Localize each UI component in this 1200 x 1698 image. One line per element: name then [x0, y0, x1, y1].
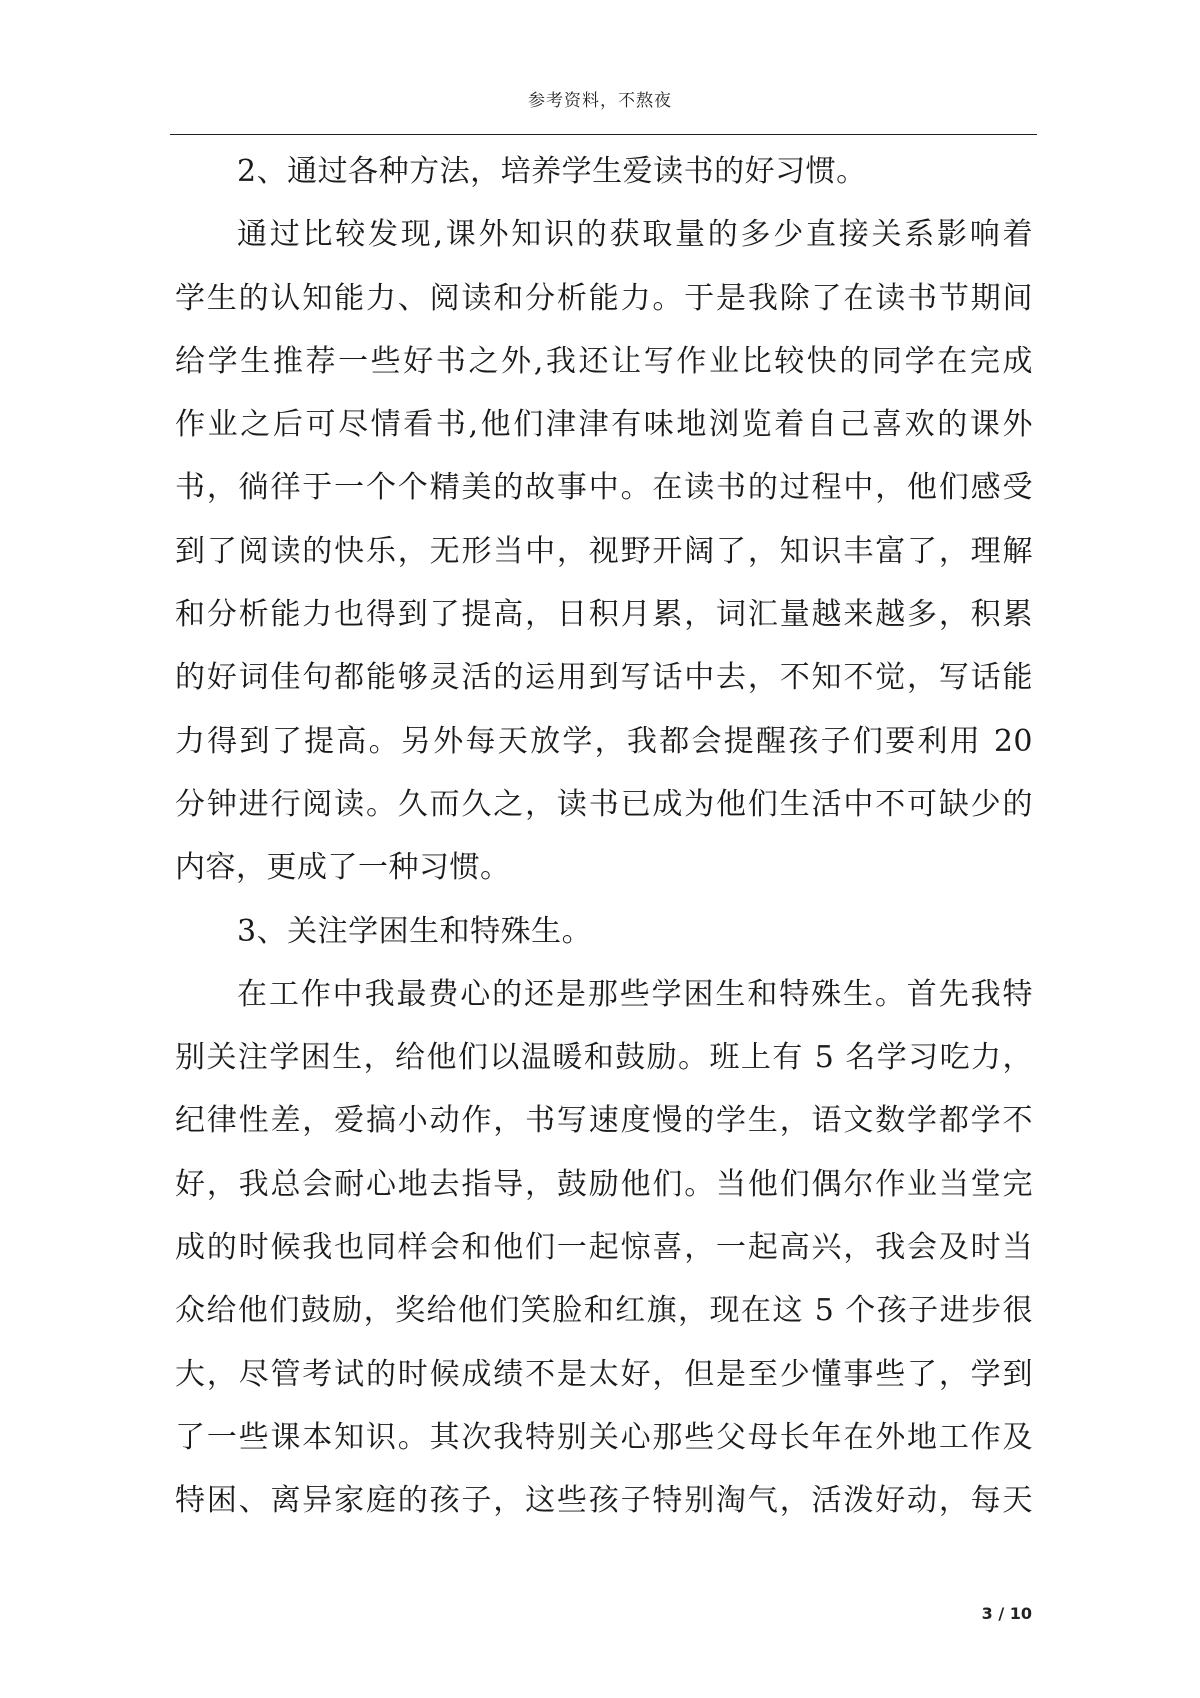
paragraph-line: 别关注学困生，给他们以温暖和鼓励。班上有 5 名学习吃力， [175, 1040, 1033, 1076]
page-number: 3 / 10 [981, 1604, 1032, 1623]
paragraph-line: 内容，更成了一种习惯。 [175, 850, 511, 886]
section-heading-2: 2、通过各种方法，培养学生爱读书的好习惯。 [237, 154, 867, 189]
paragraph-line: 和分析能力也得到了提高，日积月累，词汇量越来越多，积累 [175, 597, 1033, 633]
section-heading-3: 3、关注学困生和特殊生。 [237, 913, 593, 949]
paragraph-line: 学生的认知能力、阅读和分析能力。于是我除了在读书节期间 [175, 280, 1033, 316]
paragraph-line: 作业之后可尽情看书,他们津津有味地浏览着自己喜欢的课外 [175, 407, 1033, 443]
paragraph-line: 分钟进行阅读。久而久之，读书已成为他们生活中不可缺少的 [175, 786, 1033, 822]
paragraph-line: 的好词佳句都能够灵活的运用到写话中去，不知不觉，写话能 [175, 660, 1033, 696]
paragraph-line: 纪律性差，爱搞小动作，书写速度慢的学生，语文数学都学不 [175, 1103, 1033, 1139]
paragraph-line: 好，我总会耐心地去指导，鼓励他们。当他们偶尔作业当堂完 [175, 1166, 1033, 1202]
paragraph-line: 了一些课本知识。其次我特别关心那些父母长年在外地工作及 [175, 1419, 1033, 1455]
paragraph-line: 到了阅读的快乐，无形当中，视野开阔了，知识丰富了，理解 [175, 533, 1033, 569]
paragraph-line: 在工作中我最费心的还是那些学困生和特殊生。首先我特 [237, 976, 1033, 1012]
paragraph-line: 通过比较发现,课外知识的获取量的多少直接关系影响着 [237, 217, 1033, 253]
paragraph-line: 成的时候我也同样会和他们一起惊喜，一起高兴，我会及时当 [175, 1230, 1033, 1266]
paragraph-line: 特困、离异家庭的孩子，这些孩子特别淘气，活泼好动，每天 [175, 1483, 1033, 1519]
paragraph-line: 力得到了提高。另外每天放学，我都会提醒孩子们要利用 20 [175, 723, 1033, 759]
paragraph-line: 众给他们鼓励，奖给他们笑脸和红旗，现在这 5 个孩子进步很 [175, 1293, 1033, 1329]
header-divider [170, 134, 1037, 135]
paragraph-line: 给学生推荐一些好书之外,我还让写作业比较快的同学在完成 [175, 343, 1033, 379]
page-header: 参考资料，不熬夜 [528, 91, 672, 111]
paragraph-line: 书，徜徉于一个个精美的故事中。在读书的过程中，他们感受 [175, 470, 1033, 506]
paragraph-line: 大，尽管考试的时候成绩不是太好，但是至少懂事些了，学到 [175, 1356, 1033, 1392]
document-body [175, 140, 1033, 1533]
